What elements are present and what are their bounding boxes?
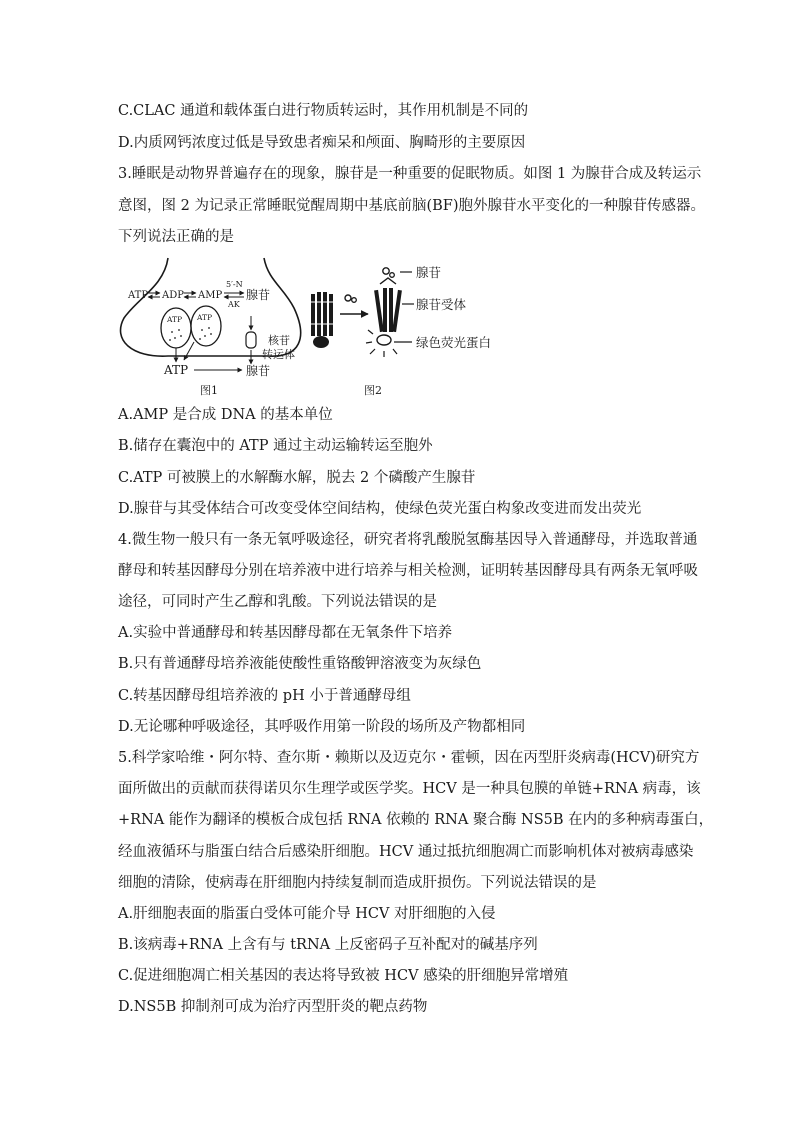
pathway-atp: ATP <box>128 290 149 301</box>
adenosine-molecule-free <box>345 295 356 302</box>
option-5b: B.该病毒+RNA 上含有与 tRNA 上反密码子互补配对的碱基序列 <box>118 937 538 953</box>
figure-1-caption: 图1 <box>200 384 218 397</box>
question-5-line-5: 细胞的清除，使病毒在肝细胞内持续复制而造成肝损伤。下列说法错误的是 <box>118 875 597 891</box>
question-3-line-2: 意图，图 2 为记录正常睡眠觉醒周期中基底前脑(BF)胞外腺苷水平变化的一种腺苷传感器。 <box>118 198 705 214</box>
question-4-line-2: 酵母和转基因酵母分别在培养液中进行培养与相关检测，证明转基因酵母具有两条无氧呼吸 <box>118 563 698 579</box>
pathway-amp: AMP <box>198 290 223 301</box>
adenosine-molecule-bound <box>383 268 395 278</box>
transporter-label-1: 核苷 <box>268 334 290 347</box>
question-3-line-1: 3.睡眠是动物界普遍存在的现象，腺苷是一种重要的促眠物质。如图 1 为腺苷合成及转运示 <box>118 166 702 182</box>
nucleoside-transporter <box>246 332 256 348</box>
vesicle-1 <box>161 308 191 348</box>
question-3-line-3: 下列说法正确的是 <box>118 229 234 245</box>
question-5-line-4: 经血液循环与脂蛋白结合后感染肝细胞。HCV 通过抵抗细胞凋亡而影响机体对被病毒感染 <box>118 844 694 860</box>
question-5-line-1: 5.科学家哈维・阿尔特、查尔斯・赖斯以及迈克尔・霍顿，因在丙型肝炎病毒(HCV)研究方 <box>118 750 700 766</box>
option-4d: D.无论哪种呼吸途径，其呼吸作用第一阶段的场所及产物都相同 <box>118 719 526 735</box>
arrow-vesicle-2-down <box>184 342 194 360</box>
question-4-line-3: 途径，可同时产生乙醇和乳酸。下列说法错误的是 <box>118 594 437 610</box>
option-4c: C.转基因酵母组培养液的 pH 小于普通酵母组 <box>118 688 411 704</box>
option-2c: C.CLAC 通道和载体蛋白进行物质转运时，其作用机制是不同的 <box>118 103 529 119</box>
option-3a: A.AMP 是合成 DNA 的基本单位 <box>118 407 333 423</box>
enzyme-5n: 5′-N <box>226 280 243 289</box>
outside-atp: ATP <box>164 363 189 377</box>
option-4b: B.只有普通酵母培养液能使酸性重铬酸钾溶液变为灰绿色 <box>118 656 482 672</box>
question-5-line-3: +RNA 能作为翻译的模板合成包括 RNA 依赖的 RNA 聚合酶 NS5B 在内的多种病毒蛋白， <box>118 812 714 828</box>
figure-adenosine <box>118 256 498 398</box>
option-3b: B.储存在囊泡中的 ATP 通过主动运输转运至胞外 <box>118 438 433 454</box>
enzyme-ak: AK <box>228 300 240 309</box>
figure-svg <box>118 256 498 398</box>
pathway-adp: ADP <box>162 290 184 301</box>
vesicle-2-label: ATP <box>197 313 213 322</box>
option-5a: A.肝细胞表面的脂蛋白受体可能介导 HCV 对肝细胞的入侵 <box>118 906 496 922</box>
receptor-bound <box>374 278 402 332</box>
label-adenosine: 腺苷 <box>416 265 442 280</box>
option-2d: D.内质网钙浓度过低是导致患者痴呆和颅面、胸畸形的主要原因 <box>118 135 526 151</box>
option-5c: C.促进细胞凋亡相关基因的表达将导致被 HCV 感染的肝细胞异常增殖 <box>118 968 569 984</box>
transporter-label-2: 转运体 <box>262 348 295 361</box>
option-3d: D.腺苷与其受体结合可改变受体空间结构，使绿色荧光蛋白构象改变进而发出荧光 <box>118 501 642 517</box>
option-4a: A.实验中普通酵母和转基因酵母都在无氧条件下培养 <box>118 625 453 641</box>
vesicle-1-label: ATP <box>167 315 183 324</box>
question-5-line-2: 面所做出的贡献而获得诺贝尔生理学或医学奖。HCV 是一种具包膜的单链+RNA 病毒，该 <box>118 781 701 797</box>
label-gfp: 绿色荧光蛋白 <box>416 335 492 350</box>
pathway-adenosine: 腺苷 <box>246 288 271 302</box>
option-3c: C.ATP 可被膜上的水解酶水解，脱去 2 个磷酸产生腺苷 <box>118 470 476 486</box>
gfp-glow <box>366 330 397 357</box>
receptor-unbound <box>308 292 336 348</box>
question-4-line-1: 4.微生物一般只有一条无氧呼吸途径，研究者将乳酸脱氢酶基因导入普通酵母，并选取普通 <box>118 532 698 548</box>
outside-adenosine: 腺苷 <box>246 364 271 378</box>
figure-2-caption: 图2 <box>364 384 382 397</box>
option-5d: D.NS5B 抑制剂可成为治疗丙型肝炎的靶点药物 <box>118 999 428 1015</box>
vesicle-2 <box>191 306 221 346</box>
label-adenosine-receptor: 腺苷受体 <box>416 297 467 312</box>
